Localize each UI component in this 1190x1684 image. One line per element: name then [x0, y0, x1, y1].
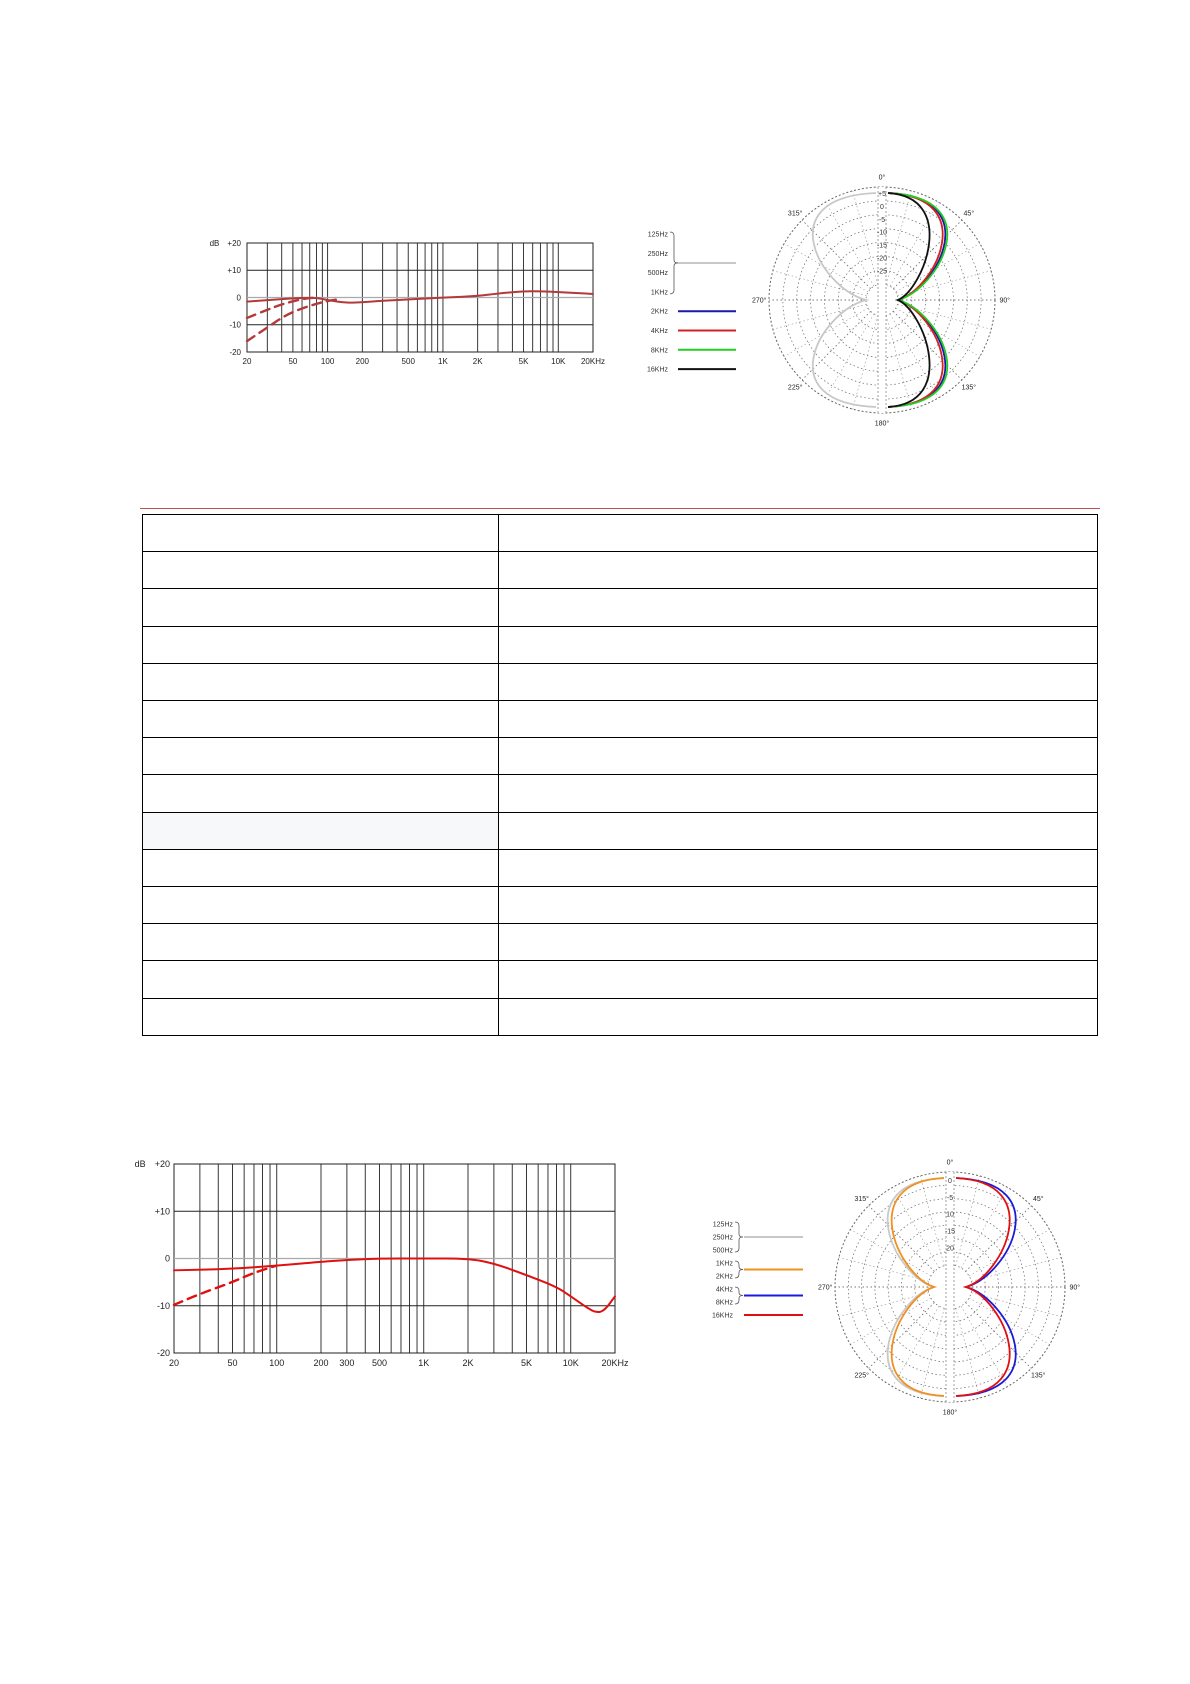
x-tick-label: 200 [313, 1358, 329, 1368]
radial-label: -5 [946, 1194, 954, 1202]
legend-label: 16KHz [646, 366, 668, 374]
legend-label: 8KHz [715, 1299, 733, 1307]
radial-label: -10 [876, 229, 888, 237]
angle-label: 0° [878, 174, 886, 182]
polar-spoke [966, 1303, 1032, 1369]
legend-label: 2KHz [650, 308, 668, 316]
x-tick-label: 300 [339, 1358, 355, 1368]
polar-spoke [969, 1298, 1050, 1345]
angle-label: 315° [787, 210, 803, 218]
angle-label: 225° [787, 384, 803, 392]
x-tick-label: 1K [438, 357, 448, 366]
y-tick-label: -10 [156, 1300, 170, 1311]
x-tick-label: 50 [288, 357, 298, 366]
legend-label: 16KHz [711, 1312, 733, 1320]
polar-spoke [956, 1308, 980, 1398]
angle-label: 270° [751, 297, 767, 305]
polar-axis-band [946, 1172, 954, 1402]
y-tick-label: -20 [229, 347, 241, 357]
angle-label: 45° [1032, 1196, 1044, 1204]
x-tick-label: 200 [355, 357, 370, 366]
y-tick-label: -20 [156, 1348, 170, 1359]
y-axis-label: dB [134, 1159, 146, 1170]
angle-label: 135° [961, 384, 977, 392]
y-tick-label: +20 [227, 238, 241, 248]
radial-label: -5 [878, 216, 886, 224]
y-tick-label: +10 [227, 266, 241, 276]
y-tick-label: +20 [154, 1159, 170, 1170]
radial-label: -15 [944, 1228, 956, 1236]
angle-label: 180° [874, 420, 890, 428]
legend-label: 1KHz [650, 289, 668, 297]
legend-label: 250Hz [647, 250, 668, 258]
polar-spoke [966, 1206, 1032, 1272]
polar-lobe-16KHz [956, 1178, 1010, 1396]
legend-label: 125Hz [647, 231, 668, 239]
legend-label: 4KHz [650, 327, 668, 335]
legend-label: 4KHz [715, 1286, 733, 1294]
legend-brace [735, 1261, 743, 1278]
radial-label: -15 [876, 242, 888, 250]
x-tick-label: 50 [227, 1358, 238, 1368]
x-tick-label: 2K [462, 1358, 474, 1368]
polar-spoke [839, 1293, 929, 1317]
legend-label: 125Hz [712, 1221, 733, 1229]
x-tick-label: 10K [551, 357, 566, 366]
angle-label: 90° [1069, 1284, 1081, 1292]
x-tick-label: 100 [320, 357, 335, 366]
y-tick-label: 0 [164, 1253, 170, 1264]
x-tick-label: 20 [242, 357, 252, 366]
polar-spoke [961, 1306, 1008, 1387]
legend-label: 8KHz [650, 347, 668, 355]
x-tick-label: 20KHz [580, 357, 606, 366]
angle-label: 45° [963, 210, 975, 218]
polar-spoke [956, 1176, 980, 1266]
angle-label: 315° [854, 1196, 869, 1204]
x-tick-label: 10K [562, 1358, 579, 1368]
x-tick-label: 20 [168, 1358, 180, 1368]
x-tick-label: 1K [418, 1358, 430, 1368]
polar-spoke [920, 1308, 944, 1398]
radial-label: 0 [880, 203, 884, 211]
legend-label: 250Hz [712, 1234, 733, 1242]
angle-label: 0° [946, 1159, 954, 1167]
legend-label: 2KHz [715, 1273, 733, 1281]
x-tick-label: 5K [518, 357, 529, 366]
polar-spoke [920, 1176, 944, 1266]
x-tick-label: 2K [472, 357, 483, 366]
angle-label: 90° [999, 297, 1011, 305]
radial-label: -25 [876, 268, 888, 276]
x-tick-label: 5K [520, 1358, 533, 1368]
y-axis-label: dB [209, 238, 220, 248]
radial-label: 20 [946, 1245, 954, 1253]
x-tick-label: 500 [401, 357, 415, 366]
angle-label: 135° [1031, 1372, 1046, 1380]
radial-label: 0 [948, 1177, 952, 1185]
angle-label: 225° [854, 1372, 869, 1380]
legend-label: 1KHz [715, 1260, 733, 1268]
legend-brace [735, 1222, 743, 1252]
legend-label: 500Hz [712, 1247, 733, 1255]
polar-spoke [839, 1257, 929, 1281]
x-tick-label: 100 [269, 1358, 285, 1368]
legend-brace [735, 1287, 743, 1304]
radial-label: -20 [876, 255, 888, 263]
angle-label: 180° [942, 1409, 958, 1417]
angle-label: 270° [817, 1284, 833, 1292]
x-tick-label: 20KHz [601, 1358, 629, 1368]
polar-spoke [969, 1230, 1050, 1277]
y-tick-label: -10 [229, 320, 241, 330]
legend-label: 500Hz [647, 270, 668, 278]
y-tick-label: +10 [154, 1206, 170, 1217]
radial-label: 10 [946, 1211, 954, 1219]
y-tick-label: 0 [236, 293, 241, 303]
x-tick-label: 500 [371, 1358, 388, 1368]
radial-label: +5 [878, 190, 886, 198]
